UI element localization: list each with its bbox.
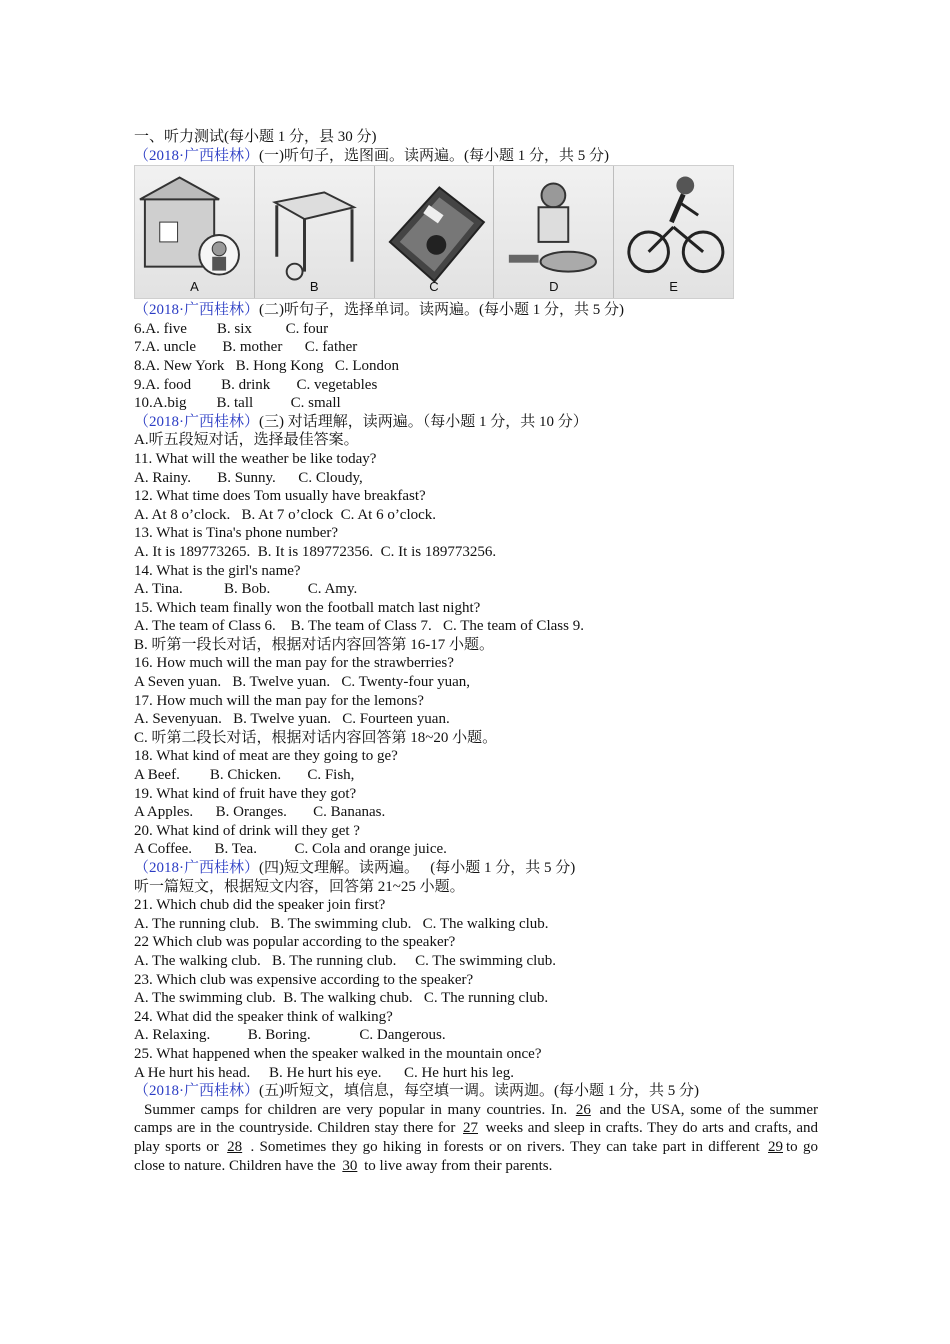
question-line: 15. Which team finally won the football match last night? <box>134 599 481 616</box>
question-line: A. The team of Class 6. B. The team of Class 7. C. The team of Class 9. <box>134 618 584 635</box>
question-line: A. The swimming club. B. The walking chub. C. The running club. <box>134 990 549 1007</box>
question-line: A Beef. B. Chicken. C. Fish, <box>134 767 355 784</box>
question-line: 21. Which chub did the speaker join first? <box>134 897 386 914</box>
question-line: A.听五段短对话，选择最佳答案。 <box>134 432 359 449</box>
section-heading: (三) 对话理解，读两遍。（每小题 1 分，共 10 分） <box>259 413 588 430</box>
question-line: 22 Which club was popular according to the speaker? <box>134 934 456 951</box>
question-line: 听一篇短文，根据短文内容，回答第 21~25 小题。 <box>134 878 465 895</box>
passage-text: and the USA, some of the summer camps are in the countryside. Children stay there for <box>134 1101 818 1137</box>
blank-27: 27 <box>463 1120 478 1137</box>
question-line: 16. How much will the man pay for the strawberries? <box>134 655 454 672</box>
question-line: 19. What kind of fruit have they got? <box>134 785 357 802</box>
document-page <box>134 128 818 1175</box>
blank-30: 30 <box>342 1157 358 1174</box>
section-heading: (二)听句子，选择单词。读两遍。(每小题 1 分，共 5 分) <box>259 302 624 319</box>
question-line: A. It is 189773265. B. It is 189772356. C. It is 189773256. <box>134 543 497 560</box>
question-line: A. At 8 o’clock. B. At 7 o’clock C. At 6 o’clock. <box>134 506 437 523</box>
question-line: 11. What will the weather be like today? <box>134 450 377 467</box>
question-line: A. Rainy. B. Sunny. C. Cloudy, <box>134 469 363 486</box>
section-4-questions <box>134 878 818 1083</box>
section-2-title <box>134 301 818 320</box>
section-5-title <box>134 1082 818 1101</box>
question-line: A. Tina. B. Bob. C. Amy. <box>134 581 358 598</box>
question-line: 24. What did the speaker think of walking? <box>134 1008 393 1025</box>
source-tag: （2018·广西桂林） <box>134 413 259 430</box>
section-heading: (一)听句子，选图画。读两遍。(每小题 1 分，共 5 分) <box>259 147 609 164</box>
question-line: 17. How much will the man pay for the lemons? <box>134 692 424 709</box>
picture-label: A <box>190 278 199 294</box>
section-3-questions <box>134 431 818 859</box>
question-line: 9.A. food B. drink C. vegetables <box>134 376 378 393</box>
section-heading: (五)听短文，填信息，每空填一调。读两迦。(每小题 1 分，共 5 分) <box>259 1083 699 1100</box>
question-line: 10.A.big B. tall C. small <box>134 395 341 412</box>
part-title: 一、听力测试(每小题 1 分，县 30 分) <box>134 129 377 145</box>
blank-26: 26 <box>575 1101 591 1118</box>
source-tag: （2018·广西桂林） <box>134 147 259 164</box>
section-3-title <box>134 413 818 432</box>
question-line: A Seven yuan. B. Twelve yuan. C. Twenty-four yuan, <box>134 674 471 691</box>
blank-29: 29 <box>768 1138 783 1155</box>
passage-text: . Sometimes they go hiking in forests or on rivers. They can take part in different <box>245 1138 765 1155</box>
question-line: A. Relaxing. B. Boring. C. Dangerous. <box>134 1027 446 1044</box>
section-2-options <box>134 320 818 413</box>
question-line: B. 听第一段长对话，根据对话内容回答第 16-17 小题。 <box>134 636 495 653</box>
question-line: 14. What is the girl's name? <box>134 562 301 579</box>
question-line: A. The running club. B. The swimming club. C. The walking club. <box>134 915 549 932</box>
section-4-title <box>134 859 818 878</box>
passage-text: to go close to nature. Children have the <box>134 1138 818 1174</box>
picture-b-table <box>255 166 375 298</box>
picture-strip <box>134 165 734 299</box>
picture-c-book <box>375 166 495 298</box>
picture-label: D <box>549 278 559 294</box>
passage-text: to live away from their parents. <box>360 1157 553 1174</box>
source-tag: （2018·广西桂林） <box>134 860 259 876</box>
source-tag: （2018·广西桂林） <box>134 1083 259 1100</box>
question-line: 12. What time does Tom usually have breakfast? <box>134 488 426 505</box>
question-line: C. 听第二段长对话，根据对话内容回答第 18~20 小题。 <box>134 729 498 746</box>
picture-a-house-policeman <box>135 166 255 298</box>
passage-text: Summer camps for children are very popular in many countries. In. <box>144 1101 573 1118</box>
blank-28: 28 <box>227 1138 243 1155</box>
question-line: 23. Which club was expensive according to the speaker? <box>134 971 474 988</box>
question-line: 7.A. uncle B. mother C. father <box>134 339 358 356</box>
question-line: A. The walking club. B. The running club. C. The swimming club. <box>134 952 557 969</box>
section-heading: (四)短文理解。读两遍。 (每小题 1 分，共 5 分) <box>259 860 576 876</box>
question-line: 18. What kind of meat are they going to ge? <box>134 748 398 765</box>
passage-text: weeks and sleep in crafts. They do arts and crafts, and play sports or <box>134 1120 819 1155</box>
picture-label: C <box>429 278 439 294</box>
question-line: A. Sevenyuan. B. Twelve yuan. C. Fourteen yuan. <box>134 711 450 728</box>
question-line: 20. What kind of drink will they get ? <box>134 822 360 839</box>
question-line: 8.A. New York B. Hong Kong C. London <box>134 357 400 374</box>
source-tag: （2018·广西桂林） <box>134 302 259 319</box>
question-line: 13. What is Tina's phone number? <box>134 525 339 542</box>
picture-d-girl-cooking <box>494 166 614 298</box>
picture-label: B <box>309 278 319 294</box>
question-line: A Coffee. B. Tea. C. Cola and orange juice. <box>134 841 447 858</box>
question-line: A He hurt his head. B. He hurt his eye. C. He hurt his leg. <box>134 1064 514 1081</box>
picture-label: E <box>669 278 678 294</box>
question-line: 25. What happened when the speaker walked in the mountain once? <box>134 1045 542 1062</box>
question-line: 6.A. five B. six C. four <box>134 320 329 337</box>
picture-e-cyclist <box>614 166 733 298</box>
cloze-passage <box>134 1101 818 1175</box>
section-1-title <box>134 147 818 166</box>
question-line: A Apples. B. Oranges. C. Bananas. <box>134 804 386 821</box>
